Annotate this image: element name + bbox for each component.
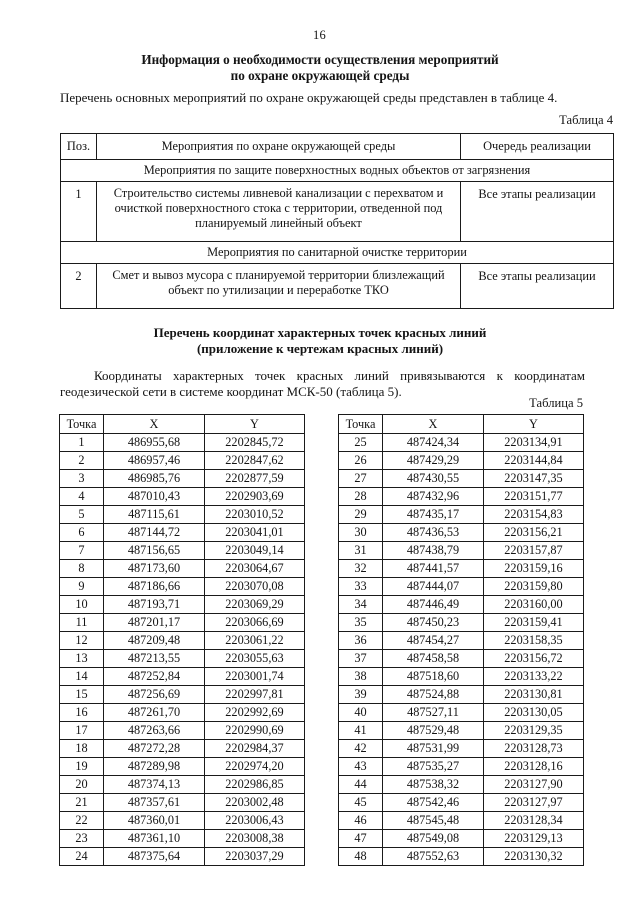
coord-cell-x: 487545,48 (383, 812, 484, 830)
coord-cell-point: 41 (339, 722, 383, 740)
coord-cell-y: 2203158,35 (484, 632, 584, 650)
coord-cell-y: 2203156,21 (484, 524, 584, 542)
coord-cell-x: 487361,10 (104, 830, 205, 848)
coord-cell-y: 2203127,97 (484, 794, 584, 812)
coord-row-right (339, 830, 584, 848)
coord-cell-x: 487261,70 (104, 704, 205, 722)
table5-caption: Таблица 5 (529, 396, 583, 410)
coord-row-right (339, 470, 584, 488)
coord-row-left (60, 668, 305, 686)
page-title-line2: по охране окружающей среды (230, 68, 410, 83)
coord-cell-point: 24 (60, 848, 104, 866)
coord-cell-point: 23 (60, 830, 104, 848)
coord-row-left (60, 632, 305, 650)
coord-cell-y: 2203069,29 (205, 596, 305, 614)
coord-cell-point: 19 (60, 758, 104, 776)
coord-row-right (339, 650, 584, 668)
coord-cell-x: 487010,43 (104, 488, 205, 506)
coord-row-left (60, 686, 305, 704)
coord-header-point: Точка (60, 415, 104, 434)
coordinates-title-line1: Перечень координат характерных точек красных линий (153, 325, 487, 340)
coord-cell-point: 27 (339, 470, 383, 488)
coord-header-x: X (383, 415, 484, 434)
coord-cell-x: 487518,60 (383, 668, 484, 686)
coord-row-left (60, 524, 305, 542)
coord-cell-y: 2203055,63 (205, 650, 305, 668)
coord-cell-x: 487186,66 (104, 578, 205, 596)
coord-cell-y: 2203151,77 (484, 488, 584, 506)
coord-row-right (339, 452, 584, 470)
coord-cell-x: 487438,79 (383, 542, 484, 560)
coord-cell-x: 487542,46 (383, 794, 484, 812)
coord-cell-y: 2203128,73 (484, 740, 584, 758)
coord-cell-point: 9 (60, 578, 104, 596)
coord-cell-point: 38 (339, 668, 383, 686)
coord-cell-y: 2203066,69 (205, 614, 305, 632)
coord-cell-x: 487527,11 (383, 704, 484, 722)
table4-cell-desc: Строительство системы ливневой канализации с перехватом и очисткой поверхностного стока с территории, отведенной под планируемый линейный объект (97, 182, 461, 242)
coord-cell-y: 2202847,62 (205, 452, 305, 470)
table4-cell-desc: Смет и вывоз мусора с планируемой территории близлежащий объект по утилизации и переработке ТКО (97, 264, 461, 309)
coord-cell-point: 45 (339, 794, 383, 812)
coord-cell-y: 2203129,13 (484, 830, 584, 848)
coord-cell-point: 12 (60, 632, 104, 650)
coord-row-left (60, 758, 305, 776)
coord-row-right (339, 794, 584, 812)
coord-header-y: Y (205, 415, 305, 434)
coord-cell-y: 2203061,22 (205, 632, 305, 650)
coord-cell-x: 487435,17 (383, 506, 484, 524)
table4-section-title: Мероприятия по защите поверхностных водных объектов от загрязнения (61, 160, 614, 182)
coord-cell-y: 2203129,35 (484, 722, 584, 740)
coord-cell-x: 487436,53 (383, 524, 484, 542)
coord-cell-y: 2203130,32 (484, 848, 584, 866)
table4-header-desc: Мероприятия по охране окружающей среды (97, 134, 461, 160)
coord-left-body (60, 434, 305, 866)
coord-cell-x: 487549,08 (383, 830, 484, 848)
coord-cell-y: 2203006,43 (205, 812, 305, 830)
coord-cell-x: 487424,34 (383, 434, 484, 452)
coord-cell-y: 2203147,35 (484, 470, 584, 488)
coord-cell-point: 43 (339, 758, 383, 776)
coord-cell-x: 486985,76 (104, 470, 205, 488)
table4-cell-order: Все этапы реализации (461, 264, 614, 309)
coord-header-x: X (104, 415, 205, 434)
coord-cell-point: 28 (339, 488, 383, 506)
coord-cell-x: 487272,28 (104, 740, 205, 758)
coord-cell-y: 2203134,91 (484, 434, 584, 452)
coord-row-right (339, 758, 584, 776)
coordinates-table-right (338, 414, 584, 866)
environmental-measures-table (60, 133, 614, 309)
coordinates-section-title (60, 325, 580, 357)
coord-cell-point: 15 (60, 686, 104, 704)
coord-cell-y: 2203010,52 (205, 506, 305, 524)
coord-cell-point: 48 (339, 848, 383, 866)
coord-cell-y: 2203070,08 (205, 578, 305, 596)
coord-row-right (339, 668, 584, 686)
coord-cell-point: 18 (60, 740, 104, 758)
coord-row-right (339, 614, 584, 632)
coord-row-right (339, 524, 584, 542)
coord-cell-point: 16 (60, 704, 104, 722)
coord-row-left (60, 722, 305, 740)
coord-row-left (60, 740, 305, 758)
table4-header-pos: Поз. (61, 134, 97, 160)
coord-cell-x: 487441,57 (383, 560, 484, 578)
coord-cell-y: 2203144,84 (484, 452, 584, 470)
coord-cell-x: 487374,13 (104, 776, 205, 794)
coord-cell-point: 47 (339, 830, 383, 848)
coord-right-body (339, 434, 584, 866)
coord-row-right (339, 704, 584, 722)
coordinates-paragraph-text: Координаты характерных точек красных линий привязываются к координатам геодезической сети в системе координат МСК-50 (таблица 5). (60, 368, 585, 399)
coord-cell-point: 26 (339, 452, 383, 470)
table-row (61, 264, 614, 309)
coord-row-right (339, 848, 584, 866)
coord-cell-point: 31 (339, 542, 383, 560)
coord-cell-point: 3 (60, 470, 104, 488)
coord-cell-y: 2202990,69 (205, 722, 305, 740)
coord-header-point: Точка (339, 415, 383, 434)
coord-cell-point: 7 (60, 542, 104, 560)
coord-cell-point: 30 (339, 524, 383, 542)
coord-cell-point: 4 (60, 488, 104, 506)
coord-cell-y: 2203127,90 (484, 776, 584, 794)
coord-row-right (339, 740, 584, 758)
coord-cell-y: 2203154,83 (484, 506, 584, 524)
coord-cell-point: 8 (60, 560, 104, 578)
coord-cell-x: 487375,64 (104, 848, 205, 866)
coord-row-right (339, 686, 584, 704)
coord-cell-y: 2202974,20 (205, 758, 305, 776)
coord-cell-y: 2202845,72 (205, 434, 305, 452)
coord-cell-point: 11 (60, 614, 104, 632)
coord-cell-point: 25 (339, 434, 383, 452)
coord-cell-point: 36 (339, 632, 383, 650)
coord-cell-y: 2202986,85 (205, 776, 305, 794)
coord-cell-x: 487552,63 (383, 848, 484, 866)
coord-row-left (60, 560, 305, 578)
coord-cell-x: 487432,96 (383, 488, 484, 506)
coord-cell-point: 17 (60, 722, 104, 740)
coord-row-right (339, 488, 584, 506)
coord-cell-y: 2203128,34 (484, 812, 584, 830)
coord-cell-x: 487430,55 (383, 470, 484, 488)
coord-row-left (60, 470, 305, 488)
coord-row-right (339, 596, 584, 614)
coord-row-right (339, 776, 584, 794)
coord-cell-point: 13 (60, 650, 104, 668)
coord-row-left (60, 650, 305, 668)
coord-cell-x: 487446,49 (383, 596, 484, 614)
coord-cell-y: 2203157,87 (484, 542, 584, 560)
coord-row-left (60, 488, 305, 506)
coord-cell-point: 35 (339, 614, 383, 632)
coord-cell-y: 2203159,41 (484, 614, 584, 632)
coord-row-left (60, 830, 305, 848)
coord-cell-y: 2202877,59 (205, 470, 305, 488)
coord-cell-point: 21 (60, 794, 104, 812)
coord-cell-x: 487252,84 (104, 668, 205, 686)
coord-cell-y: 2202997,81 (205, 686, 305, 704)
coord-cell-y: 2203064,67 (205, 560, 305, 578)
page-title (60, 52, 580, 84)
coord-cell-x: 487450,23 (383, 614, 484, 632)
coord-cell-point: 32 (339, 560, 383, 578)
coord-row-right (339, 560, 584, 578)
coord-cell-x: 487454,27 (383, 632, 484, 650)
coord-cell-x: 487193,71 (104, 596, 205, 614)
coord-row-left (60, 452, 305, 470)
table4-section-row (61, 242, 614, 264)
table4-cell-pos: 1 (61, 182, 97, 242)
coord-cell-x: 487444,07 (383, 578, 484, 596)
coordinates-title-line2: (приложение к чертежам красных линий) (196, 341, 444, 356)
coord-cell-point: 33 (339, 578, 383, 596)
coord-cell-x: 487256,69 (104, 686, 205, 704)
coord-cell-y: 2203041,01 (205, 524, 305, 542)
coord-cell-point: 2 (60, 452, 104, 470)
coord-header-y: Y (484, 415, 584, 434)
coord-cell-x: 487524,88 (383, 686, 484, 704)
coord-row-left (60, 596, 305, 614)
coord-row-right (339, 578, 584, 596)
coord-cell-x: 487538,32 (383, 776, 484, 794)
coord-cell-x: 487115,61 (104, 506, 205, 524)
table4-cell-pos: 2 (61, 264, 97, 309)
table4-header-row (61, 134, 614, 160)
coord-row-right (339, 506, 584, 524)
coord-cell-x: 487156,65 (104, 542, 205, 560)
coord-right-header-row (339, 415, 584, 434)
coord-cell-x: 487429,29 (383, 452, 484, 470)
coord-row-left (60, 794, 305, 812)
coord-cell-x: 487173,60 (104, 560, 205, 578)
coord-cell-x: 487529,48 (383, 722, 484, 740)
coord-row-left (60, 578, 305, 596)
coord-cell-point: 34 (339, 596, 383, 614)
coord-cell-point: 44 (339, 776, 383, 794)
coord-row-right (339, 434, 584, 452)
coord-cell-y: 2203156,72 (484, 650, 584, 668)
coord-cell-point: 42 (339, 740, 383, 758)
coord-cell-point: 29 (339, 506, 383, 524)
coord-cell-y: 2203159,16 (484, 560, 584, 578)
coord-cell-point: 46 (339, 812, 383, 830)
coord-row-right (339, 542, 584, 560)
coord-cell-y: 2203160,00 (484, 596, 584, 614)
coord-cell-x: 487535,27 (383, 758, 484, 776)
coord-cell-y: 2203049,14 (205, 542, 305, 560)
coord-row-left (60, 506, 305, 524)
coord-cell-y: 2203159,80 (484, 578, 584, 596)
coord-cell-point: 10 (60, 596, 104, 614)
coord-row-left (60, 434, 305, 452)
coord-cell-point: 5 (60, 506, 104, 524)
coord-cell-x: 487263,66 (104, 722, 205, 740)
coord-cell-x: 487209,48 (104, 632, 205, 650)
coord-cell-y: 2203008,38 (205, 830, 305, 848)
coord-row-right (339, 812, 584, 830)
coord-row-left (60, 542, 305, 560)
coord-cell-point: 40 (339, 704, 383, 722)
coord-cell-point: 39 (339, 686, 383, 704)
intro-paragraph: Перечень основных мероприятий по охране окружающей среды представлен в таблице 4. (60, 90, 558, 105)
coord-cell-y: 2202984,37 (205, 740, 305, 758)
coord-cell-x: 487201,17 (104, 614, 205, 632)
table4-section-row (61, 160, 614, 182)
coord-cell-y: 2203037,29 (205, 848, 305, 866)
table-row (61, 182, 614, 242)
coord-row-left (60, 776, 305, 794)
page-title-line1: Информация о необходимости осуществления мероприятий (141, 52, 499, 67)
table4-caption: Таблица 4 (559, 113, 613, 127)
coord-cell-y: 2202992,69 (205, 704, 305, 722)
coord-left-header-row (60, 415, 305, 434)
coord-cell-y: 2203133,22 (484, 668, 584, 686)
coord-cell-x: 486955,68 (104, 434, 205, 452)
coord-cell-x: 487458,58 (383, 650, 484, 668)
table4-section-title: Мероприятия по санитарной очистке территории (61, 242, 614, 264)
coord-row-right (339, 722, 584, 740)
coord-row-left (60, 812, 305, 830)
coord-cell-y: 2203130,05 (484, 704, 584, 722)
coord-cell-x: 487531,99 (383, 740, 484, 758)
coord-cell-point: 22 (60, 812, 104, 830)
coord-cell-point: 37 (339, 650, 383, 668)
coord-cell-x: 487144,72 (104, 524, 205, 542)
coord-cell-point: 1 (60, 434, 104, 452)
coord-cell-point: 20 (60, 776, 104, 794)
coord-cell-y: 2203130,81 (484, 686, 584, 704)
coord-row-left (60, 704, 305, 722)
coord-cell-x: 487357,61 (104, 794, 205, 812)
coord-row-left (60, 614, 305, 632)
page-number: 16 (313, 28, 326, 42)
table4-cell-order: Все этапы реализации (461, 182, 614, 242)
coord-cell-x: 486957,46 (104, 452, 205, 470)
coord-cell-x: 487289,98 (104, 758, 205, 776)
coord-cell-point: 6 (60, 524, 104, 542)
coord-cell-y: 2203001,74 (205, 668, 305, 686)
coord-row-right (339, 632, 584, 650)
table4-header-order: Очередь реализации (461, 134, 614, 160)
coord-cell-y: 2203128,16 (484, 758, 584, 776)
coord-row-left (60, 848, 305, 866)
coord-cell-point: 14 (60, 668, 104, 686)
coord-cell-x: 487360,01 (104, 812, 205, 830)
coord-cell-y: 2202903,69 (205, 488, 305, 506)
coordinates-table-left (59, 414, 305, 866)
coord-cell-x: 487213,55 (104, 650, 205, 668)
coord-cell-y: 2203002,48 (205, 794, 305, 812)
